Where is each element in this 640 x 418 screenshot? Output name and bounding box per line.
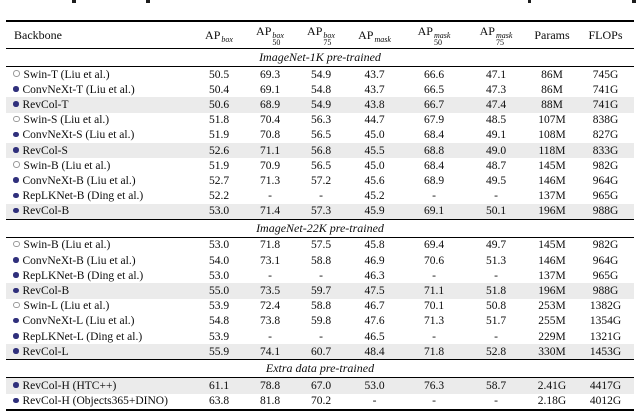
- value-cell: 69.4: [423, 239, 445, 252]
- value-cell: 70.6: [423, 254, 445, 267]
- backbone-cell: [6, 344, 194, 360]
- value-cell: 745G: [592, 68, 619, 81]
- value-cell: 43.8: [346, 97, 403, 112]
- backbone-label: RevCol-H (HTC++): [22, 379, 117, 392]
- value-cell: 59.7: [296, 283, 346, 298]
- column-header: AP mask 50: [403, 21, 465, 49]
- backbone-label: RevCol-B: [22, 205, 70, 218]
- value-cell: 53.0: [194, 204, 244, 220]
- filled-circle-icon: [13, 333, 19, 339]
- value-cell: 70.8: [259, 129, 281, 142]
- backbone-label: Swin-B (Liu et al.): [23, 159, 111, 172]
- value-cell: 53.9: [208, 330, 230, 343]
- value-cell: 2.18G: [537, 395, 567, 408]
- value-cell: -: [268, 269, 272, 282]
- value-cell: 45.5: [346, 143, 403, 158]
- value-cell: 255M: [538, 315, 566, 328]
- value-cell: 66.6: [423, 68, 445, 81]
- value-cell: 1321G: [589, 330, 622, 343]
- filled-circle-icon: [13, 288, 19, 294]
- backbone-label: RevCol-B: [22, 285, 70, 298]
- backbone-cell: [6, 268, 194, 283]
- value-cell: 253M: [538, 300, 566, 313]
- backbone-label: RepLKNet-L (Ding et al.): [22, 330, 143, 343]
- value-cell: 63.8: [208, 395, 230, 408]
- column-header: AP box 75: [296, 21, 346, 49]
- value-cell: 45.0: [364, 129, 385, 142]
- backbone-label: ConvNeXt-B (Liu et al.): [22, 254, 136, 267]
- backbone-cell: [6, 253, 194, 268]
- benchmark-results-table: [6, 20, 634, 411]
- value-cell: 68.9: [244, 97, 296, 112]
- value-cell: 741G: [592, 83, 619, 96]
- filled-circle-icon: [13, 348, 19, 354]
- table-row: [6, 189, 634, 204]
- filled-circle-icon: [13, 208, 19, 214]
- value-cell: 71.4: [244, 204, 296, 220]
- table-row: [6, 253, 634, 268]
- column-header: Backbone: [6, 21, 194, 49]
- backbone-cell: [6, 204, 194, 220]
- value-cell: 964G: [592, 254, 619, 267]
- value-cell: 53.0: [346, 378, 403, 394]
- value-cell: 46.7: [364, 300, 385, 313]
- column-header: AP mask 75: [465, 21, 527, 49]
- value-cell: 70.1: [423, 300, 445, 313]
- value-cell: 107M: [538, 114, 566, 127]
- open-circle-icon: [13, 116, 20, 123]
- value-cell: 827G: [592, 129, 619, 142]
- open-circle-icon: [13, 70, 20, 77]
- value-cell: 58.8: [310, 300, 332, 313]
- table-row: [6, 67, 634, 83]
- backbone-cell: [6, 283, 194, 298]
- backbone-label: RevCol-S: [22, 144, 68, 157]
- value-cell: 54.0: [208, 254, 230, 267]
- value-cell: 68.4: [423, 159, 445, 172]
- value-cell: 47.6: [364, 315, 385, 328]
- value-cell: 45.2: [364, 190, 385, 203]
- value-cell: 1382G: [589, 300, 622, 313]
- value-cell: -: [432, 190, 436, 203]
- value-cell: 982G: [592, 159, 619, 172]
- table-row: [6, 237, 634, 253]
- value-cell: 2.41G: [527, 378, 577, 394]
- cropped-caption-fragment: [72, 0, 76, 3]
- value-cell: 55.9: [194, 344, 244, 360]
- value-cell: 46.5: [364, 330, 385, 343]
- value-cell: 66.5: [423, 83, 445, 96]
- value-cell: 49.5: [485, 174, 507, 187]
- backbone-label: Swin-T (Liu et al.): [23, 68, 110, 81]
- value-cell: 55.0: [194, 283, 244, 298]
- table-row: [6, 314, 634, 329]
- backbone-cell: [6, 189, 194, 204]
- filled-circle-icon: [13, 147, 19, 153]
- value-cell: 57.5: [310, 239, 332, 252]
- value-cell: 47.1: [485, 68, 507, 81]
- section-title: ImageNet-22K pre-trained: [6, 219, 634, 237]
- filled-circle-icon: [13, 193, 19, 199]
- table-row: [6, 283, 634, 298]
- value-cell: 70.9: [259, 159, 281, 172]
- value-cell: 52.6: [194, 143, 244, 158]
- value-cell: 53.9: [208, 300, 230, 313]
- value-cell: -: [319, 269, 323, 282]
- metric-superscript-subscript: box 75: [323, 31, 335, 47]
- value-cell: 45.8: [364, 239, 385, 252]
- filled-circle-icon: [13, 132, 19, 138]
- value-cell: 118M: [527, 143, 577, 158]
- value-cell: -: [494, 395, 498, 408]
- table-row: [6, 173, 634, 188]
- value-cell: 58.7: [465, 378, 527, 394]
- table-row: [6, 82, 634, 97]
- filled-circle-icon: [13, 318, 19, 324]
- value-cell: 69.1: [403, 204, 465, 220]
- value-cell: 43.7: [364, 68, 385, 81]
- filled-circle-icon: [13, 86, 19, 92]
- value-cell: 45.0: [364, 159, 385, 172]
- value-cell: 229M: [538, 330, 566, 343]
- table-row: [6, 97, 634, 112]
- value-cell: 49.7: [485, 239, 507, 252]
- value-cell: -: [432, 330, 436, 343]
- value-cell: 59.8: [310, 315, 332, 328]
- value-cell: 146M: [538, 254, 566, 267]
- value-cell: 50.1: [465, 204, 527, 220]
- section-header-row: [6, 49, 634, 67]
- backbone-cell: [6, 329, 194, 344]
- value-cell: 58.8: [310, 254, 332, 267]
- value-cell: 54.8: [310, 83, 332, 96]
- backbone-label: ConvNeXt-S (Liu et al.): [22, 129, 135, 142]
- value-cell: 47.5: [346, 283, 403, 298]
- section-title: ImageNet-1K pre-trained: [6, 49, 634, 67]
- value-cell: 51.7: [485, 315, 507, 328]
- backbone-label: Swin-B (Liu et al.): [23, 239, 111, 252]
- value-cell: 196M: [527, 283, 577, 298]
- header-row: [6, 21, 634, 49]
- value-cell: 965G: [592, 190, 619, 203]
- backbone-cell: [6, 128, 194, 143]
- table-body: [6, 49, 634, 410]
- value-cell: 56.5: [310, 159, 332, 172]
- value-cell: 81.8: [259, 395, 281, 408]
- value-cell: 73.8: [259, 315, 281, 328]
- value-cell: 60.7: [296, 344, 346, 360]
- cropped-caption-fragment: [146, 0, 150, 3]
- section-header-row: [6, 360, 634, 378]
- value-cell: 74.1: [244, 344, 296, 360]
- value-cell: 71.1: [244, 143, 296, 158]
- value-cell: 4012G: [589, 395, 622, 408]
- value-cell: 70.2: [310, 395, 332, 408]
- value-cell: 48.4: [346, 344, 403, 360]
- metric-superscript-subscript: mask 75: [495, 31, 513, 47]
- backbone-cell: [6, 143, 194, 158]
- value-cell: 1354G: [589, 315, 622, 328]
- backbone-label: Swin-L (Liu et al.): [23, 300, 110, 313]
- value-cell: -: [432, 395, 436, 408]
- backbone-label: ConvNeXt-B (Liu et al.): [22, 174, 136, 187]
- filled-circle-icon: [13, 101, 19, 107]
- value-cell: 56.3: [310, 114, 332, 127]
- backbone-cell: [6, 97, 194, 112]
- value-cell: 4417G: [577, 378, 634, 394]
- backbone-cell: [6, 82, 194, 97]
- table-row: [6, 268, 634, 283]
- backbone-label: RevCol-T: [22, 98, 69, 111]
- table-row: [6, 394, 634, 410]
- value-cell: 71.8: [403, 344, 465, 360]
- value-cell: 71.1: [403, 283, 465, 298]
- value-cell: 50.8: [485, 300, 507, 313]
- value-cell: 137M: [538, 190, 566, 203]
- value-cell: -: [494, 269, 498, 282]
- column-header: AP box: [194, 21, 244, 49]
- value-cell: -: [268, 190, 272, 203]
- value-cell: 43.7: [364, 83, 385, 96]
- backbone-cell: [6, 394, 194, 410]
- value-cell: 982G: [592, 239, 619, 252]
- metric-superscript-subscript: box: [221, 34, 233, 44]
- value-cell: 70.4: [259, 114, 281, 127]
- value-cell: 66.7: [403, 97, 465, 112]
- value-cell: 50.4: [208, 83, 230, 96]
- value-cell: -: [319, 330, 323, 343]
- value-cell: 67.9: [423, 114, 445, 127]
- value-cell: 988G: [577, 283, 634, 298]
- value-cell: 1453G: [577, 344, 634, 360]
- filled-circle-icon: [13, 272, 19, 278]
- backbone-cell: [6, 158, 194, 173]
- value-cell: 51.9: [208, 129, 230, 142]
- value-cell: 57.3: [296, 204, 346, 220]
- filled-circle-icon: [13, 177, 19, 183]
- value-cell: 86M: [541, 68, 563, 81]
- table-row: [6, 158, 634, 173]
- value-cell: 741G: [577, 97, 634, 112]
- filled-circle-icon: [13, 382, 19, 388]
- value-cell: 86M: [541, 83, 563, 96]
- value-cell: 49.0: [465, 143, 527, 158]
- value-cell: -: [494, 190, 498, 203]
- value-cell: -: [432, 269, 436, 282]
- open-circle-icon: [13, 241, 20, 248]
- value-cell: 68.8: [403, 143, 465, 158]
- value-cell: 72.4: [259, 300, 281, 313]
- value-cell: 838G: [592, 114, 619, 127]
- backbone-cell: [6, 378, 194, 394]
- table-row: [6, 204, 634, 220]
- value-cell: 48.5: [485, 114, 507, 127]
- value-cell: 45.9: [346, 204, 403, 220]
- value-cell: 196M: [527, 204, 577, 220]
- column-header: Params: [527, 21, 577, 49]
- open-circle-icon: [13, 302, 20, 309]
- value-cell: 73.5: [244, 283, 296, 298]
- value-cell: 67.0: [296, 378, 346, 394]
- value-cell: 51.8: [465, 283, 527, 298]
- value-cell: 145M: [538, 239, 566, 252]
- value-cell: 56.8: [296, 143, 346, 158]
- value-cell: 69.3: [259, 68, 281, 81]
- table-row: [6, 143, 634, 158]
- value-cell: 964G: [592, 174, 619, 187]
- section-header-row: [6, 219, 634, 237]
- value-cell: 50.5: [208, 68, 230, 81]
- value-cell: -: [494, 330, 498, 343]
- value-cell: 71.3: [259, 174, 281, 187]
- column-header: FLOPs: [577, 21, 634, 49]
- table-row: [6, 344, 634, 360]
- value-cell: 73.1: [259, 254, 281, 267]
- value-cell: 53.0: [208, 239, 230, 252]
- value-cell: 49.1: [485, 129, 507, 142]
- value-cell: 78.8: [244, 378, 296, 394]
- value-cell: 47.4: [465, 97, 527, 112]
- table-row: [6, 378, 634, 394]
- metric-superscript-subscript: mask: [374, 34, 391, 44]
- value-cell: 57.2: [310, 174, 332, 187]
- value-cell: 76.3: [403, 378, 465, 394]
- backbone-label: RepLKNet-B (Ding et al.): [22, 269, 144, 282]
- metric-superscript-subscript: box 50: [272, 31, 284, 47]
- backbone-label: ConvNeXt-T (Liu et al.): [22, 83, 135, 96]
- value-cell: 71.8: [259, 239, 281, 252]
- value-cell: 137M: [538, 269, 566, 282]
- value-cell: 47.3: [485, 83, 507, 96]
- backbone-label: Swin-S (Liu et al.): [23, 114, 110, 127]
- value-cell: 54.9: [310, 68, 332, 81]
- cropped-caption-fragment: [528, 0, 531, 3]
- value-cell: 52.7: [208, 174, 230, 187]
- table-row: [6, 113, 634, 128]
- value-cell: 61.1: [194, 378, 244, 394]
- backbone-label: ConvNeXt-L (Liu et al.): [22, 315, 135, 328]
- metric-superscript-subscript: mask 50: [433, 31, 451, 47]
- value-cell: 51.9: [208, 159, 230, 172]
- backbone-label: RepLKNet-B (Ding et al.): [22, 190, 144, 203]
- value-cell: 71.3: [423, 315, 445, 328]
- value-cell: 52.2: [208, 190, 230, 203]
- value-cell: 988G: [577, 204, 634, 220]
- value-cell: 965G: [592, 269, 619, 282]
- value-cell: 45.6: [364, 174, 385, 187]
- backbone-cell: [6, 113, 194, 128]
- value-cell: 52.8: [465, 344, 527, 360]
- value-cell: 146M: [538, 174, 566, 187]
- table-row: [6, 329, 634, 344]
- value-cell: 48.7: [485, 159, 507, 172]
- value-cell: 54.9: [296, 97, 346, 112]
- value-cell: 50.6: [194, 97, 244, 112]
- cropped-caption-fragment: [632, 0, 636, 3]
- backbone-cell: [6, 237, 194, 253]
- column-header: AP box 50: [244, 21, 296, 49]
- backbone-cell: [6, 314, 194, 329]
- column-header: AP mask: [346, 21, 403, 49]
- backbone-cell: [6, 67, 194, 83]
- value-cell: 145M: [538, 159, 566, 172]
- table-row: [6, 299, 634, 314]
- value-cell: -: [372, 395, 377, 408]
- filled-circle-icon: [13, 398, 19, 404]
- value-cell: 46.9: [364, 254, 385, 267]
- value-cell: 69.1: [259, 83, 281, 96]
- section-title: Extra data pre-trained: [6, 360, 634, 378]
- value-cell: 54.8: [208, 315, 230, 328]
- filled-circle-icon: [13, 257, 19, 263]
- value-cell: 68.4: [423, 129, 445, 142]
- backbone-label: RevCol-L: [22, 345, 69, 358]
- value-cell: 51.3: [485, 254, 507, 267]
- value-cell: 68.9: [423, 174, 445, 187]
- open-circle-icon: [13, 161, 20, 168]
- value-cell: 108M: [538, 129, 566, 142]
- value-cell: 833G: [577, 143, 634, 158]
- value-cell: 88M: [527, 97, 577, 112]
- value-cell: 330M: [527, 344, 577, 360]
- value-cell: -: [268, 330, 272, 343]
- value-cell: 51.8: [208, 114, 230, 127]
- value-cell: 53.0: [208, 269, 230, 282]
- value-cell: -: [319, 190, 323, 203]
- backbone-cell: [6, 173, 194, 188]
- backbone-cell: [6, 299, 194, 314]
- table-row: [6, 128, 634, 143]
- value-cell: 46.3: [364, 269, 385, 282]
- value-cell: 44.7: [364, 114, 385, 127]
- backbone-label: RevCol-H (Objects365+DINO): [22, 395, 168, 408]
- value-cell: 56.5: [310, 129, 332, 142]
